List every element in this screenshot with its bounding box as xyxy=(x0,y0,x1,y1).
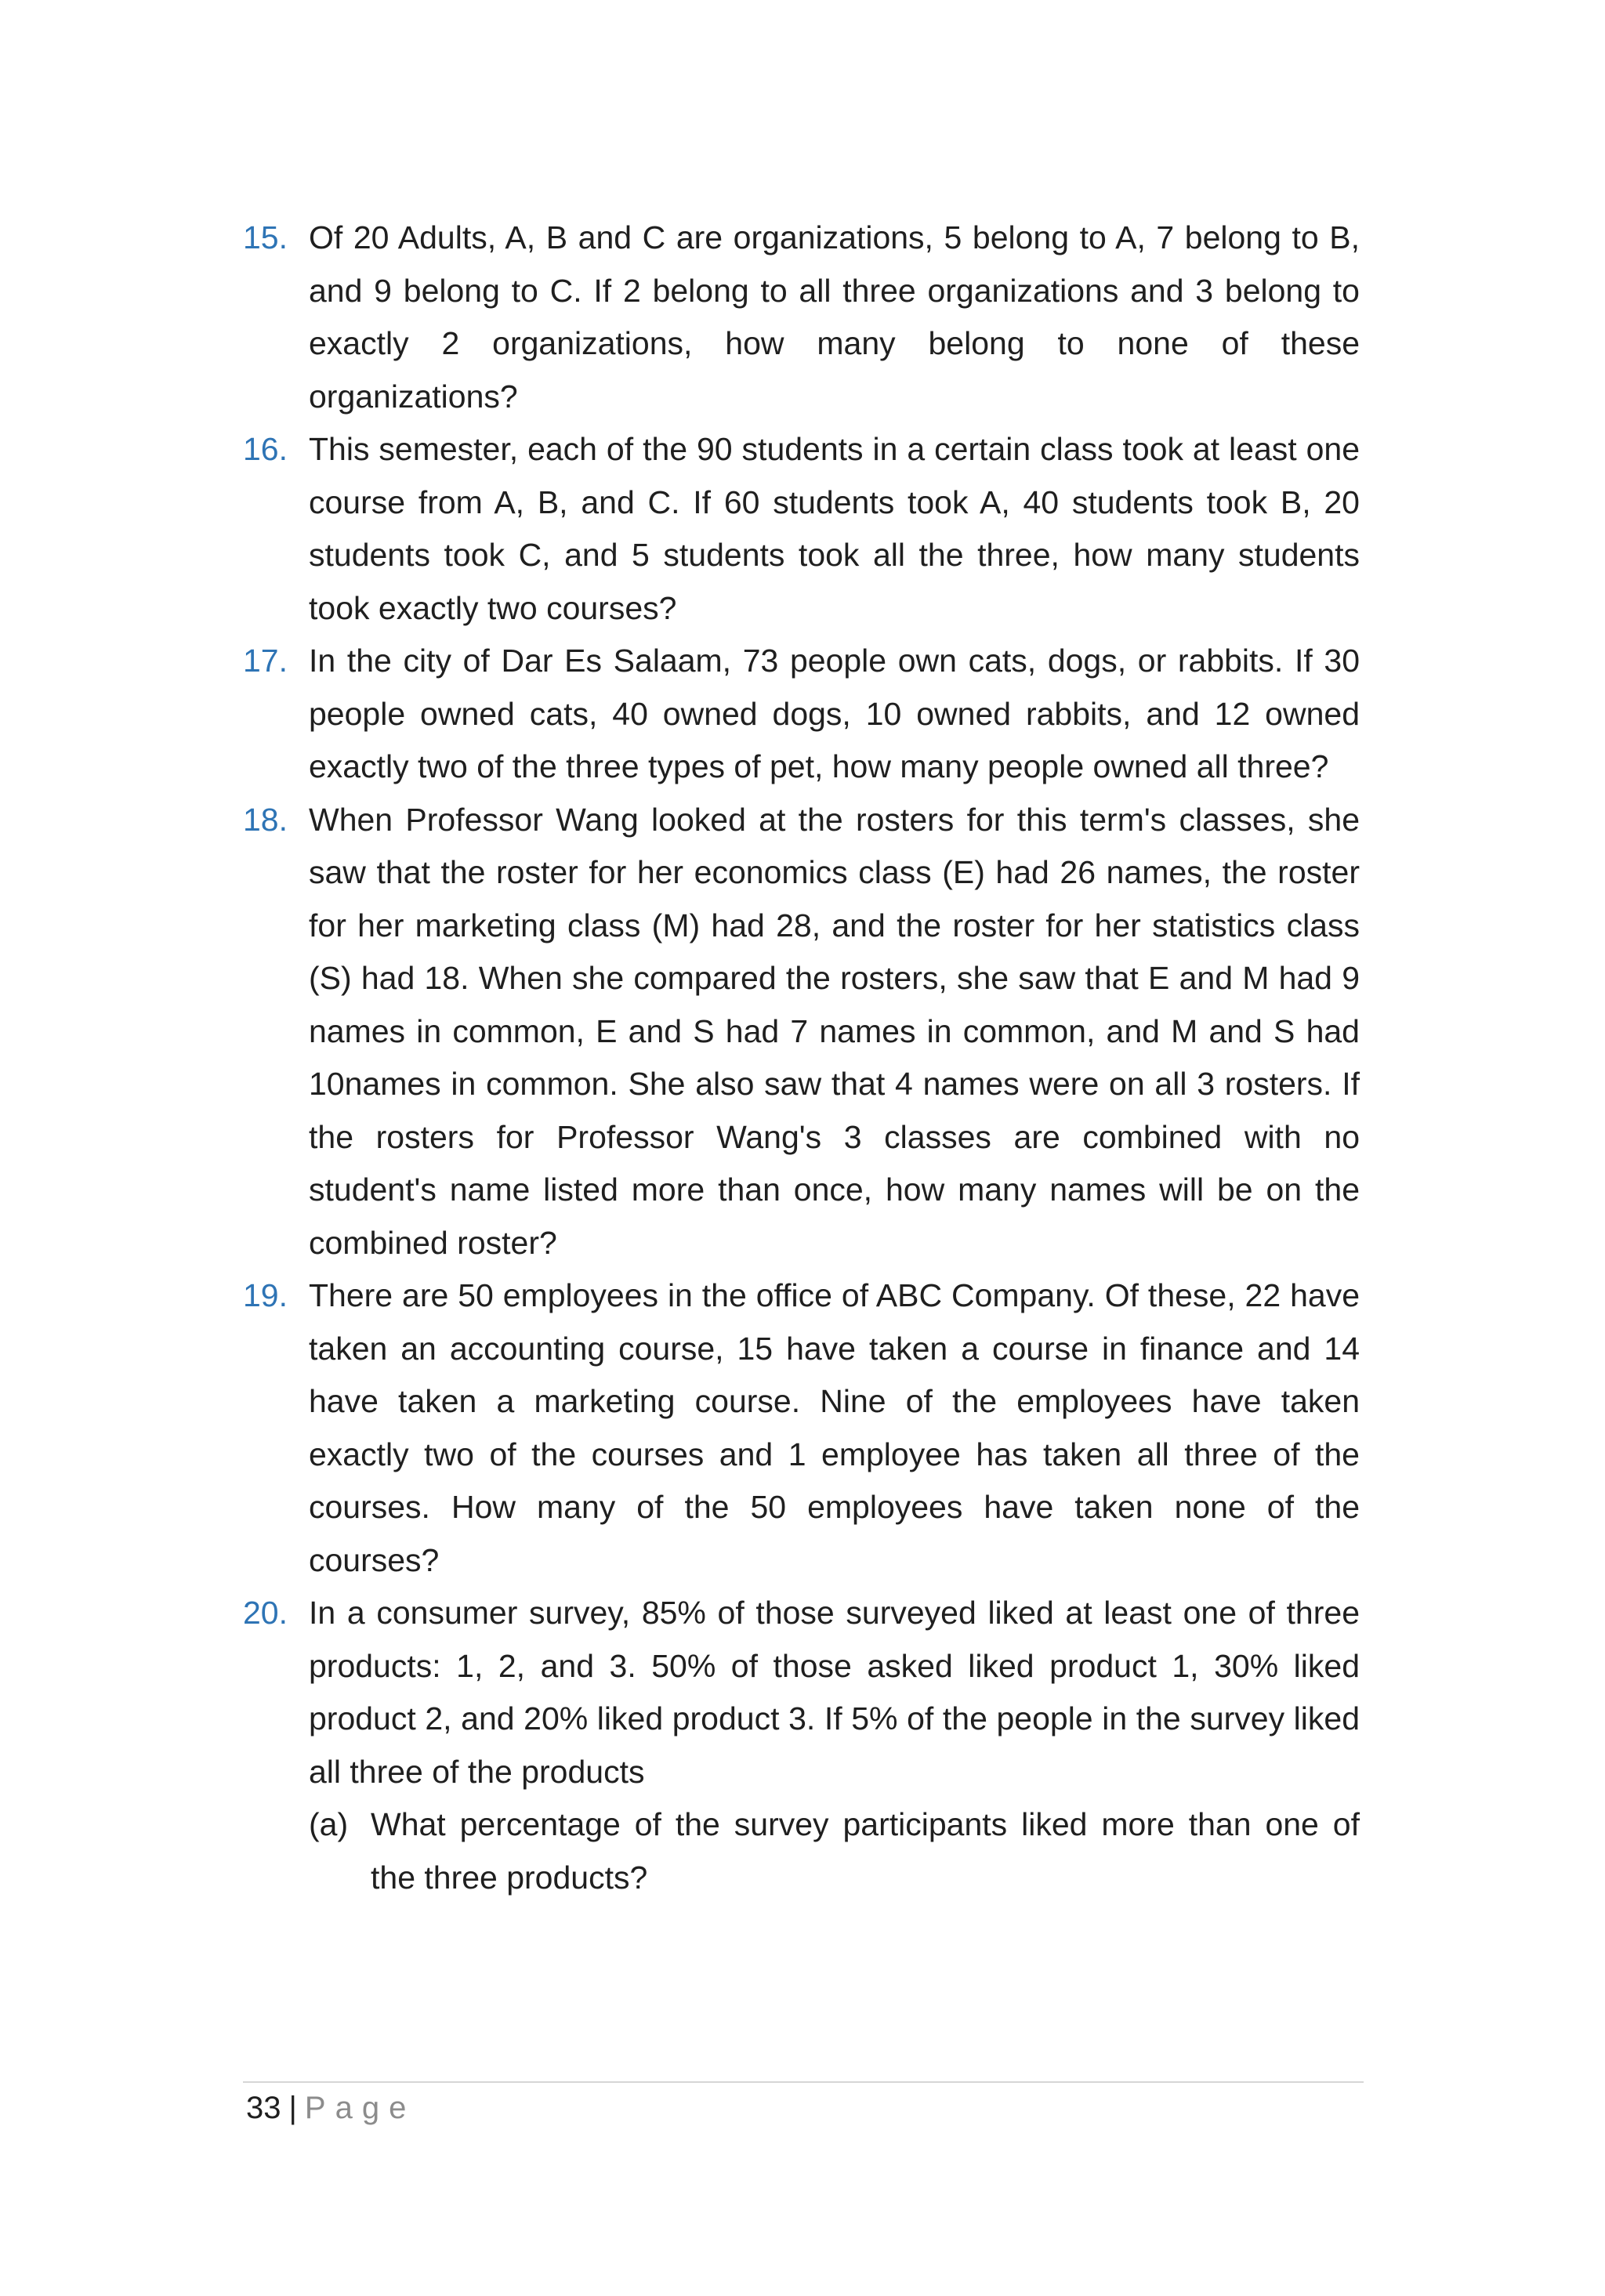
question-item xyxy=(243,1269,1360,1587)
footer-divider xyxy=(243,2081,1364,2083)
question-item xyxy=(243,635,1360,794)
question-item xyxy=(243,794,1360,1270)
question-number: 19. xyxy=(243,1277,288,1313)
sub-question-text: What percentage of the survey participants liked more than one of the three products? xyxy=(371,1806,1360,1896)
question-text: When Professor Wang looked at the rosters for this term's classes, she saw that the roster for her economics class (E) had 26 names, the roster for her marketing class (M) had 28, and the roster for her statistics class (S) had 18. When she compared the rosters, she saw that E and M had 9 names in common, E and S had 7 names in common, and M and S had 10names in common. She also saw that 4 names were on all 3 rosters. If the rosters for Professor Wang's 3 classes are combined with no student's name listed more than once, how many names will be on the combined roster? xyxy=(309,801,1360,1261)
question-number: 16. xyxy=(243,431,288,467)
question-number: 15. xyxy=(243,219,288,255)
question-text: In a consumer survey, 85% of those surveyed liked at least one of three products: 1, 2, and 3. 50% of those asked liked product 1, 30% liked product 2, and 20% liked product 3. If 5% of the people in the survey liked all three of the products xyxy=(309,1595,1360,1790)
page-number: 33 xyxy=(246,2091,281,2125)
question-text: Of 20 Adults, A, B and C are organizations, 5 belong to A, 7 belong to B, and 9 belong to C. If 2 belong to all three organizations and 3 belong to exactly 2 organizations, how many belong to none of these organizations? xyxy=(309,219,1360,415)
footer-separator: | xyxy=(288,2091,297,2125)
page-word: Page xyxy=(304,2091,416,2125)
question-number: 18. xyxy=(243,801,288,838)
question-text: This semester, each of the 90 students in a certain class took at least one course from A, B, and C. If 60 students took A, 40 students took B, 20 students took C, and 5 students took all the three, how many students took exactly two courses? xyxy=(309,431,1360,626)
question-item xyxy=(243,423,1360,635)
question-item xyxy=(243,1587,1360,1904)
question-text: There are 50 employees in the office of ABC Company. Of these, 22 have taken an accounting course, 15 have taken a course in finance and 14 have taken a marketing course. Nine of the employees have taken exactly two of the courses and 1 employee has taken all three of the courses. How many of the 50 employees have taken none of the courses? xyxy=(309,1277,1360,1578)
question-list xyxy=(243,212,1360,1904)
sub-question xyxy=(309,1798,1360,1904)
sub-question-label: (a) xyxy=(309,1806,349,1842)
question-number: 17. xyxy=(243,643,288,679)
question-number: 20. xyxy=(243,1595,288,1631)
question-text: In the city of Dar Es Salaam, 73 people own cats, dogs, or rabbits. If 30 people owned cats, 40 owned dogs, 10 owned rabbits, and 12 owned exactly two of the three types of pet, how many people owned all three? xyxy=(309,643,1360,784)
page-footer xyxy=(246,2086,415,2130)
question-item xyxy=(243,212,1360,423)
